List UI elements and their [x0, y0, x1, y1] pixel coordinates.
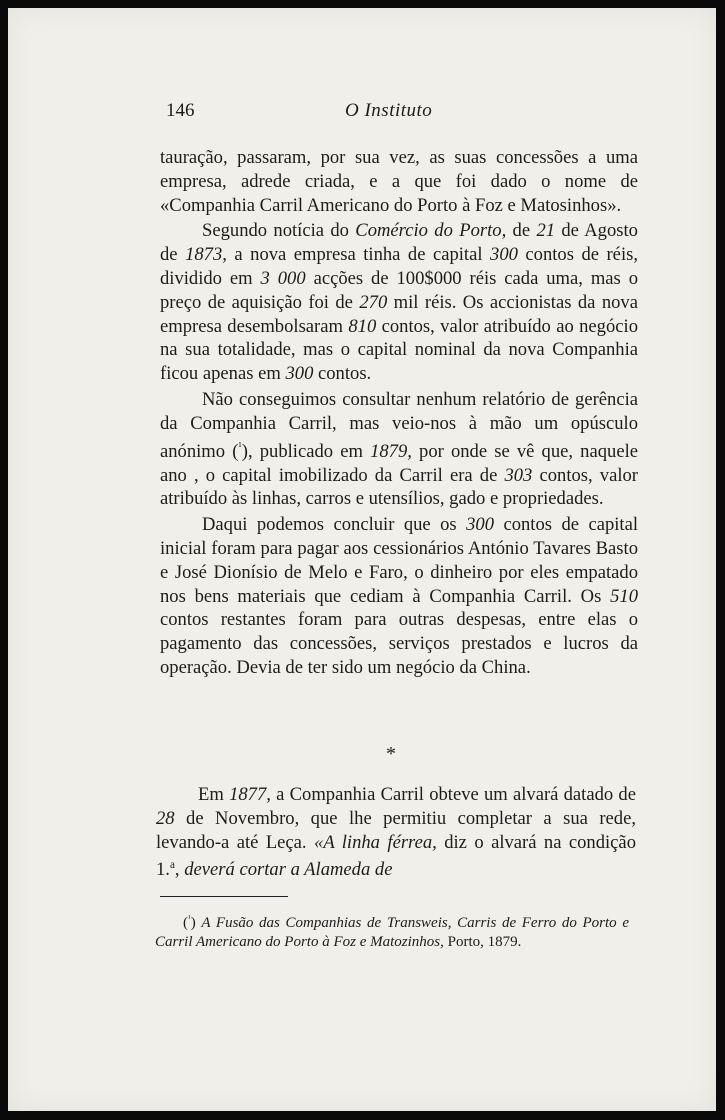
text-run: contos, valor atribuído ao negócio na sua totalidade, mas o capital nominal da nova Companhia ficou apenas em — [160, 315, 638, 385]
italic-run: 303 — [504, 464, 533, 486]
superscript: ¹ — [188, 913, 191, 923]
body-text — [160, 146, 638, 680]
text-run: mil réis. Os accionistas da nova empresa desembolsaram — [160, 291, 638, 337]
italic-run: 300 — [466, 514, 495, 536]
italic-run: 1877, — [229, 784, 271, 805]
footnote — [155, 909, 629, 951]
text-run: Porto, 1879. — [443, 933, 522, 950]
text-run: Daqui podemos concluir que os — [202, 514, 467, 536]
paragraph — [160, 146, 638, 217]
footnotes — [155, 909, 629, 951]
paragraph — [160, 388, 638, 511]
text-run: ) — [190, 915, 202, 931]
body-text-section-2 — [156, 783, 636, 882]
text-run: por onde se vê que, naquele ano , o capital imobilizado da Carril era de — [160, 440, 638, 486]
italic-run: 1879, — [370, 440, 412, 462]
italic-run: 300 — [490, 244, 518, 266]
running-title: O Instituto — [345, 100, 433, 121]
italic-run: deverá cortar a Alameda de — [184, 859, 393, 881]
italic-run: 810 — [348, 315, 377, 337]
superscript: ¹ — [238, 440, 242, 453]
text-run: Em — [198, 784, 230, 805]
text-run: tauração, passaram, por sua vez, as suas concessões a uma empresa, adrede criada, e a que foi dado o nome de «Companhia Carril Americano do Porto à Foz e Matosinhos». — [160, 147, 638, 216]
italic-run: 510 — [610, 585, 638, 607]
running-head — [8, 100, 716, 124]
text-run: Segundo notícia do — [202, 220, 356, 242]
text-run: de Agosto de — [160, 220, 638, 266]
italic-run: Comércio do Porto, — [355, 220, 507, 242]
book-page — [8, 8, 716, 1111]
text-run: , — [174, 859, 185, 881]
text-run: de Novembro, que lhe permitiu completar a sua rede, levando-a até Leça. — [156, 807, 636, 853]
text-run: ( — [183, 915, 188, 931]
text-run: a Companhia Carril obteve um alvará datado de — [270, 784, 636, 805]
text-run: contos de réis, dividido em — [160, 244, 638, 289]
text-run: ), publicado em — [241, 440, 371, 462]
text-run: contos restantes foram para outras despesas, entre elas o pagamento das concessões, serviços prestados e lucros da operação. Devia de ter sido um negócio da China. — [160, 609, 638, 678]
text-run: contos de capital inicial foram para pagar aos cessionários António Tavares Basto e José Dionísio de Melo e Faro, o dinheiro por eles empatado nos bens materiais que cediam à Companhia Carril. Os — [160, 514, 639, 607]
paragraph — [160, 513, 638, 680]
italic-run: «A linha férrea, — [314, 831, 437, 853]
text-run: contos. — [313, 363, 372, 385]
footnote-rule — [160, 896, 288, 897]
section-separator: * — [386, 743, 396, 765]
italic-run: 28 — [156, 807, 175, 829]
italic-run: 21 — [536, 220, 556, 242]
italic-run: 3 000 — [260, 267, 306, 289]
italic-run: A Fusão das Companhias de Transweis, Carris de Ferro do Porto e Carril Americano do Porto à Foz e Matozinhos, — [155, 915, 629, 950]
paragraph — [156, 783, 636, 882]
italic-run: 270 — [359, 291, 388, 313]
text-run: de — [506, 220, 537, 242]
italic-run: 1873, — [185, 244, 227, 266]
italic-run: 300 — [285, 363, 314, 385]
text-run: acções de 100$000 réis cada uma, mas o preço de aquisição foi de — [160, 267, 638, 313]
superscript: a — [169, 859, 175, 872]
page-number: 146 — [166, 100, 195, 121]
text-run: contos, valor atribuído às linhas, carros e utensílios, gado e propriedades. — [160, 464, 638, 510]
text-run: diz o alvará na condição 1. — [156, 831, 636, 881]
text-run: Não conseguimos consultar nenhum relatório de gerência da Companhia Carril, mas veio-nos à mão um opúsculo anónimo ( — [160, 388, 638, 462]
paragraph — [160, 219, 638, 386]
text-run: a nova empresa tinha de capital — [226, 244, 491, 266]
